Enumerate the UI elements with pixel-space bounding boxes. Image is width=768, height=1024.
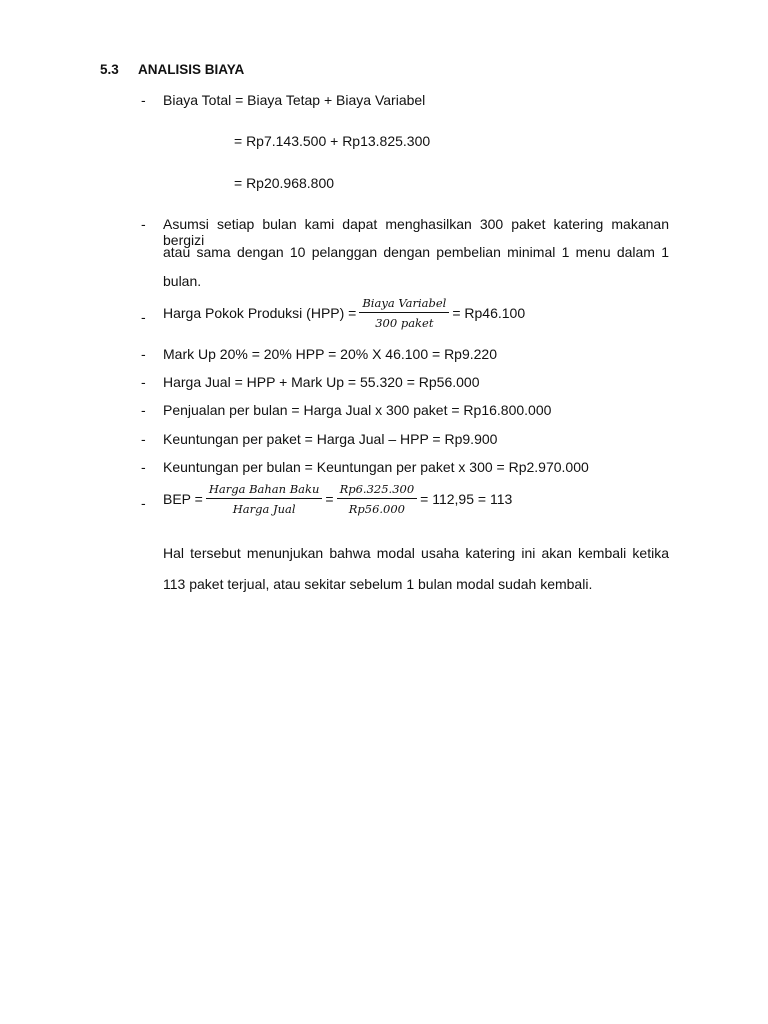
markup-line: Mark Up 20% = 20% HPP = 20% X 46.100 = Rp9.220 — [163, 346, 498, 362]
profit-per-month-line: Keuntungan per bulan = Keuntungan per paket x 300 = Rp2.970.000 — [163, 459, 589, 475]
bullet-dash: - — [141, 402, 146, 418]
conclusion-line-2: 113 paket terjual, atau sekitar sebelum 1 bulan modal sudah kembali. — [163, 576, 593, 592]
bep-numerator-1: Harga Bahan Baku — [206, 482, 323, 499]
sales-line: Penjualan per bulan = Harga Jual x 300 paket = Rp16.800.000 — [163, 402, 552, 418]
total-cost-result: = Rp20.968.800 — [234, 175, 335, 191]
bep-denominator-2: Rp56.000 — [348, 502, 405, 516]
bep-formula — [163, 482, 512, 516]
profit-per-pack-line: Keuntungan per paket = Harga Jual – HPP = Rp9.900 — [163, 431, 498, 447]
bep-result: = 112,95 = 113 — [420, 491, 513, 507]
section-heading — [100, 62, 244, 77]
bullet-dash: - — [141, 374, 146, 390]
bep-label: BEP = — [163, 491, 203, 507]
hpp-numerator: Biaya Variabel — [359, 296, 449, 313]
assumption-line-2: atau sama dengan 10 pelanggan dengan pembelian minimal 1 menu dalam 1 — [163, 244, 669, 260]
bullet-dash: - — [141, 459, 146, 475]
bep-numerator-2: Rp6.325.300 — [337, 482, 418, 499]
section-number: 5.3 — [100, 62, 119, 77]
bullet-dash: - — [141, 309, 146, 325]
bullet-dash: - — [141, 431, 146, 447]
hpp-fraction — [359, 296, 449, 330]
bep-equals: = — [325, 491, 334, 507]
assumption-line-3: bulan. — [163, 273, 202, 289]
section-title: ANALISIS BIAYA — [138, 62, 245, 77]
bullet-dash: - — [141, 216, 146, 232]
assumption-line-1: Asumsi setiap bulan kami dapat menghasilkan 300 paket katering makanan bergizi — [163, 216, 669, 248]
total-cost-formula: Biaya Total = Biaya Tetap + Biaya Variabel — [163, 92, 426, 108]
bullet-dash: - — [141, 346, 146, 362]
hpp-denominator: 300 paket — [375, 316, 434, 330]
bep-fraction-1 — [206, 482, 323, 516]
bep-denominator-1: Harga Jual — [232, 502, 296, 516]
bullet-dash: - — [141, 495, 146, 511]
bep-fraction-2 — [337, 482, 418, 516]
conclusion-line-1: Hal tersebut menunjukan bahwa modal usaha katering ini akan kembali ketika — [163, 545, 669, 561]
hpp-formula — [163, 296, 525, 330]
selling-price-line: Harga Jual = HPP + Mark Up = 55.320 = Rp56.000 — [163, 374, 480, 390]
hpp-label: Harga Pokok Produksi (HPP) = — [163, 305, 357, 321]
hpp-result: = Rp46.100 — [452, 305, 526, 321]
total-cost-calculation: = Rp7.143.500 + Rp13.825.300 — [234, 133, 431, 149]
bullet-dash: - — [141, 92, 146, 108]
